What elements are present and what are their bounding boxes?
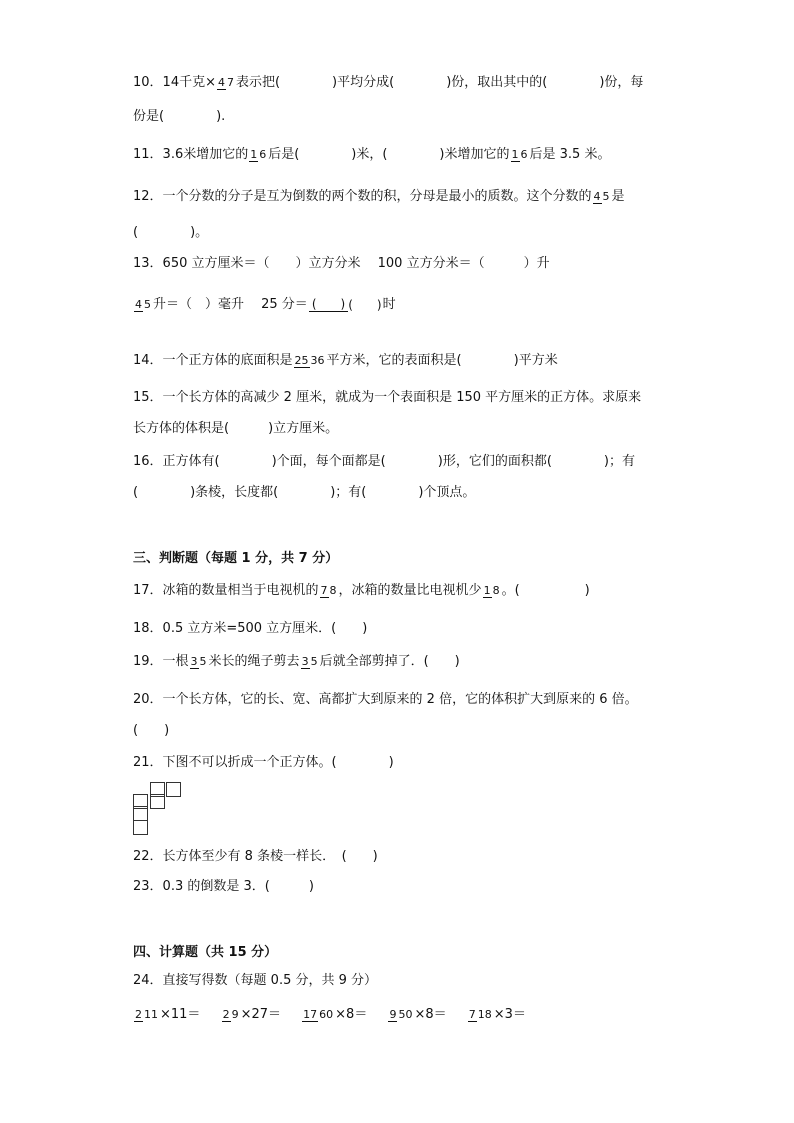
q23-text: 23．0.3 的倒数是 3．( ) xyxy=(133,879,314,894)
q17-text-a: 17．冰箱的数量相当于电视机的 xyxy=(133,583,319,598)
numerator: 1 xyxy=(250,147,258,161)
question-20 xyxy=(133,691,638,710)
fraction xyxy=(134,299,152,312)
fraction xyxy=(302,1009,334,1022)
question-17 xyxy=(133,582,590,601)
question-12 xyxy=(133,188,625,207)
calc-item xyxy=(133,1006,200,1025)
q14-text-a: 14．一个正方体的底面积是 xyxy=(133,353,293,368)
question-22 xyxy=(133,848,378,867)
numerator: 2 xyxy=(222,1007,230,1021)
numerator: 3 xyxy=(190,654,198,668)
cube-net-figure xyxy=(133,782,189,838)
denominator: 18 xyxy=(477,1008,492,1021)
question-11 xyxy=(133,146,610,165)
question-15-cont xyxy=(133,420,338,439)
denominator: 5 xyxy=(144,298,151,311)
question-19 xyxy=(133,653,460,672)
q17-text-c: 。( ) xyxy=(501,583,590,598)
numerator: 1 xyxy=(483,583,491,597)
blank-fraction[interactable] xyxy=(309,298,382,312)
fraction xyxy=(301,656,319,669)
fraction xyxy=(511,149,529,162)
q16-text-a: 16．正方体有( )个面，每个面都是( )形，它们的面积都( )；有 xyxy=(133,454,635,469)
fraction xyxy=(468,1009,493,1022)
question-21 xyxy=(133,754,394,773)
q11-text-a: 11．3.6米增加它的 xyxy=(133,147,249,162)
q19-text-a: 19．一根 xyxy=(133,654,189,669)
fraction xyxy=(217,77,235,90)
denominator: 11 xyxy=(144,1008,158,1021)
q24-text: 24．直接写得数（每题 0.5 分，共 9 分） xyxy=(133,973,378,988)
fraction xyxy=(320,585,338,598)
q12-text-a: 12．一个分数的分子是互为倒数的两个数的积，分母是最小的质数。这个分数的 xyxy=(133,189,592,204)
denominator: 9 xyxy=(231,1008,239,1021)
numerator: 2 xyxy=(135,1007,142,1021)
section-4-heading xyxy=(133,944,277,963)
denominator: 50 xyxy=(398,1008,413,1021)
denominator: 5 xyxy=(199,655,207,668)
numerator: 9 xyxy=(389,1007,397,1021)
fraction xyxy=(222,1009,240,1022)
calc-item xyxy=(467,1006,526,1025)
q10-text-c: 份是( ). xyxy=(133,109,226,124)
denominator: 36 xyxy=(310,354,325,367)
numerator: 17 xyxy=(303,1007,318,1021)
q19-text-b: 米长的绳子剪去 xyxy=(208,654,300,669)
q16-text-b: ( )条棱，长度都( )；有( )个顶点。 xyxy=(133,485,476,500)
question-13 xyxy=(133,255,550,274)
section-4-text: 四、计算题（共 15 分） xyxy=(133,945,278,960)
calc-row xyxy=(133,1006,526,1025)
question-10-cont xyxy=(133,108,225,127)
blank-denominator[interactable]: ( ) xyxy=(348,297,382,312)
net-square xyxy=(133,820,148,835)
net-square xyxy=(133,806,148,821)
fraction xyxy=(593,191,611,204)
numerator: 4 xyxy=(593,189,601,203)
denominator: 5 xyxy=(602,190,610,203)
blank-numerator[interactable]: ( ) xyxy=(309,298,348,312)
question-16-cont xyxy=(133,484,475,503)
net-square xyxy=(150,794,165,809)
q22-text: 22．长方体至少有 8 条棱一样长． ( ) xyxy=(133,849,378,864)
q13-text-c: 时 xyxy=(382,297,396,312)
q15-text-b: 长方体的体积是( )立方厘米。 xyxy=(133,421,339,436)
denominator: 8 xyxy=(492,584,500,597)
q11-text-c: 后是 3.5 米。 xyxy=(529,147,611,162)
calc-item xyxy=(221,1006,281,1025)
numerator: 4 xyxy=(135,297,142,311)
calc-expression: ×11＝ xyxy=(160,1007,201,1022)
calc-expression: ×8＝ xyxy=(414,1007,447,1022)
calc-item xyxy=(387,1006,446,1025)
q21-text: 21．下图不可以折成一个正方体。( ) xyxy=(133,755,394,770)
numerator: 4 xyxy=(217,75,225,89)
q13-text-a: 13．650 立方厘米＝（ ）立方分米 100 立方分米＝（ ）升 xyxy=(133,256,550,271)
calc-expression: ×27＝ xyxy=(240,1007,282,1022)
question-24 xyxy=(133,972,377,991)
q17-text-b: ，冰箱的数量比电视机少 xyxy=(338,583,482,598)
calc-expression: ×8＝ xyxy=(335,1007,368,1022)
section-3-text: 三、判断题（每题 1 分，共 7 分） xyxy=(133,551,339,566)
numerator: 7 xyxy=(468,1007,476,1021)
denominator: 8 xyxy=(329,584,337,597)
question-20-cont xyxy=(133,722,169,741)
question-23 xyxy=(133,878,314,897)
question-18 xyxy=(133,620,367,639)
question-14 xyxy=(133,352,558,371)
fraction xyxy=(190,656,208,669)
q12-text-b: 是 xyxy=(611,189,625,204)
q10-text-a: 10．14千克× xyxy=(133,75,216,90)
denominator: 7 xyxy=(226,76,234,89)
fraction xyxy=(249,149,267,162)
denominator: 6 xyxy=(259,148,267,161)
q20-text-a: 20．一个长方体，它的长、宽、高都扩大到原来的 2 倍，它的体积扩大到原来的 6 倍。 xyxy=(133,692,638,707)
denominator: 6 xyxy=(520,148,528,161)
net-square xyxy=(166,782,181,797)
numerator: 7 xyxy=(320,583,328,597)
q14-text-b: 平方米，它的表面积是( )平方米 xyxy=(326,353,558,368)
numerator: 3 xyxy=(301,654,309,668)
denominator: 60 xyxy=(319,1008,334,1021)
q12-text-c: ( )。 xyxy=(133,225,209,240)
calc-expression: ×3＝ xyxy=(493,1007,526,1022)
q20-text-b: ( ) xyxy=(133,723,170,738)
q15-text-a: 15．一个长方体的高减少 2 厘米，就成为一个表面积是 150 平方厘米的正方体。求原来 xyxy=(133,390,642,405)
q11-text-b: 后是( )米，( )米增加它的 xyxy=(268,147,510,162)
fraction xyxy=(294,355,326,368)
fraction xyxy=(483,585,501,598)
q13-text-b: 升＝（ ）毫升 25 分＝ xyxy=(153,297,308,312)
question-16 xyxy=(133,453,635,472)
question-12-cont xyxy=(133,224,208,243)
question-10 xyxy=(133,74,643,93)
q19-text-c: 后就全部剪掉了．( ) xyxy=(319,654,460,669)
numerator: 25 xyxy=(294,353,309,367)
denominator: 5 xyxy=(310,655,318,668)
q18-text: 18．0.5 立方米=500 立方厘米．( ) xyxy=(133,621,368,636)
question-13-cont xyxy=(133,296,396,315)
fraction xyxy=(134,1009,159,1022)
question-15 xyxy=(133,389,641,408)
section-3-heading xyxy=(133,550,338,569)
calc-item xyxy=(301,1006,367,1025)
q10-text-b: 表示把( )平均分成( )份，取出其中的( )份，每 xyxy=(235,75,644,90)
fraction xyxy=(388,1009,413,1022)
numerator: 1 xyxy=(511,147,519,161)
